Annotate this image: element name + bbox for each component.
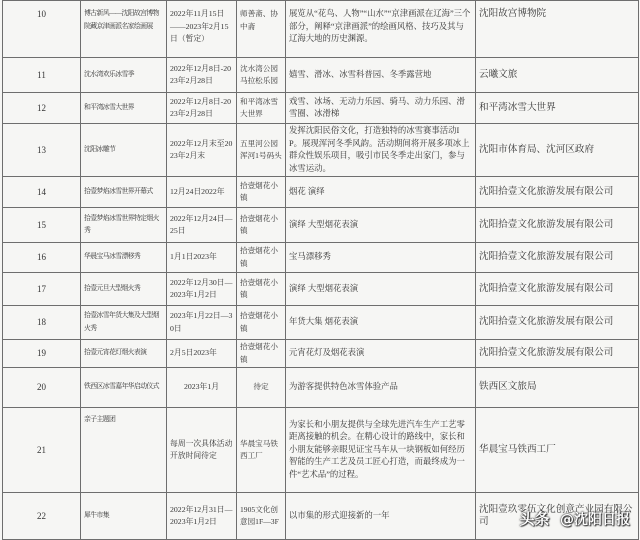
event-name: 拾壹梦焰冰雪世界开幕式 — [81, 177, 167, 208]
event-name: 和平湾冰雪大世界 — [81, 93, 167, 124]
event-name: 拾壹梦焰冰雪世界特定烟火秀 — [81, 208, 167, 243]
table-body — [3, 1, 639, 540]
row-number: 14 — [3, 177, 81, 208]
event-name: 沈阳冰雕节 — [81, 124, 167, 177]
event-location: 拾壹烟花小镇 — [237, 177, 286, 208]
event-content: 以市集的形式迎接新的一年 — [286, 493, 476, 540]
event-name: 亲子主题团 — [81, 408, 167, 493]
table-row — [3, 340, 639, 368]
row-number: 15 — [3, 208, 81, 243]
event-organizer: 沈阳拾壹文化旅游发展有限公司 — [476, 306, 639, 340]
table-row — [3, 368, 639, 408]
source-watermark — [520, 510, 630, 529]
event-location: 1905文化创意园1F—3F — [237, 493, 286, 540]
watermark-handle: @沈阳日报 — [560, 512, 630, 528]
event-time: 2022年12月24日—25日 — [167, 208, 237, 243]
event-organizer: 沈阳市体育局、沈河区政府 — [476, 124, 639, 177]
event-name: 沈水湾欢乐冰雪季 — [81, 58, 167, 93]
event-organizer: 沈阳壹玖零伍文化创意产业园有限公司 — [476, 493, 639, 540]
event-location: 待定 — [237, 368, 286, 408]
event-time: 2022年12月30日—2023年1月2日 — [167, 273, 237, 306]
event-time: 2022年12月31日—2023年1月2日 — [167, 493, 237, 540]
event-time: 12月24日2022年 — [167, 177, 237, 208]
event-organizer: 和平湾冰雪大世界 — [476, 93, 639, 124]
event-name: 博古新风——沈阳故宫博物院藏京津画派名家绘画展 — [81, 1, 167, 58]
table-row — [3, 58, 639, 93]
row-number: 10 — [3, 1, 81, 58]
event-content: 演绎 大型烟花表演 — [286, 208, 476, 243]
event-time: 1月1日2023年 — [167, 243, 237, 273]
event-content: 烟花 演绎 — [286, 177, 476, 208]
row-number: 16 — [3, 243, 81, 273]
event-location: 拾壹烟花小镇 — [237, 306, 286, 340]
event-organizer: 华晨宝马铁西工厂 — [476, 408, 639, 493]
row-number: 19 — [3, 340, 81, 368]
row-number: 22 — [3, 493, 81, 540]
row-number: 11 — [3, 58, 81, 93]
row-number: 12 — [3, 93, 81, 124]
event-time: 2022年11月15日——2023年2月15日（暂定） — [167, 1, 237, 58]
table-row — [3, 93, 639, 124]
event-content: 演绎 大型烟花表演 — [286, 273, 476, 306]
event-content: 宝马漂移秀 — [286, 243, 476, 273]
event-location: 拾壹烟花小镇 — [237, 243, 286, 273]
event-name: 拾壹冰雪年货大集及大型烟火秀 — [81, 306, 167, 340]
table-row — [3, 124, 639, 177]
event-name: 犀牛市集 — [81, 493, 167, 540]
event-schedule-sheet — [2, 0, 638, 540]
event-time: 2023年1月 — [167, 368, 237, 408]
event-content: 年货大集 烟花表演 — [286, 306, 476, 340]
event-location: 拾壹烟花小镇 — [237, 340, 286, 368]
table-row — [3, 177, 639, 208]
event-time: 2022年12月8日-2023年2月28日 — [167, 58, 237, 93]
event-organizer: 沈阳拾壹文化旅游发展有限公司 — [476, 208, 639, 243]
event-content: 元宵花灯及烟花表演 — [286, 340, 476, 368]
event-organizer: 沈阳拾壹文化旅游发展有限公司 — [476, 273, 639, 306]
table-row — [3, 408, 639, 493]
event-location: 沈水湾公园马拉松乐园 — [237, 58, 286, 93]
event-content: 嬉雪、滑冰、冰雪科普园、冬季露营地 — [286, 58, 476, 93]
event-content: 为家长和小朋友提供与全球先进汽车生产工艺零距离接触的机会。在精心设计的路线中，家长和小朋友能够亲眼见证宝马车从一块钢板如何经历智能的生产工艺及员工匠心打造，而最终成为一件“艺术品”的过程。 — [286, 408, 476, 493]
event-organizer: 沈阳拾壹文化旅游发展有限公司 — [476, 177, 639, 208]
event-content: 为游客提供特色冰雪体验产品 — [286, 368, 476, 408]
row-number: 13 — [3, 124, 81, 177]
row-number: 20 — [3, 368, 81, 408]
event-time: 2023年1月22日—30日 — [167, 306, 237, 340]
row-number: 18 — [3, 306, 81, 340]
row-number: 21 — [3, 408, 81, 493]
event-content: 发挥沈阳民俗文化，打造独特的冰雪赛事活动IP。展现浑河冬季风韵。活动期间将开展多项冰上群众性娱乐项目，吸引市民冬季走出家门，参与冰雪运动。 — [286, 124, 476, 177]
table-row — [3, 273, 639, 306]
event-organizer: 沈阳故宫博物院 — [476, 1, 639, 58]
event-name: 华晨宝马冰雪漂移秀 — [81, 243, 167, 273]
event-name: 拾壹元旦大型烟火秀 — [81, 273, 167, 306]
event-location: 师善斋、协中斋 — [237, 1, 286, 58]
event-organizer: 沈阳拾壹文化旅游发展有限公司 — [476, 243, 639, 273]
table-row — [3, 1, 639, 58]
event-time: 每周一次具体活动开放时间待定 — [167, 408, 237, 493]
event-time: 2月5日2023年 — [167, 340, 237, 368]
event-location: 和平湾冰雪大世界 — [237, 93, 286, 124]
table-row — [3, 306, 639, 340]
table-row — [3, 208, 639, 243]
event-schedule-table — [2, 0, 639, 540]
event-location: 拾壹烟花小镇 — [237, 208, 286, 243]
event-name: 拾壹元宵花灯烟火表演 — [81, 340, 167, 368]
event-location: 拾壹烟花小镇 — [237, 273, 286, 306]
event-name: 铁西区冰雪嘉年华启动仪式 — [81, 368, 167, 408]
event-organizer: 铁西区文旅局 — [476, 368, 639, 408]
event-content: 展览从“花鸟、人物”“山水”“京津画派在辽海”三个部分，阐释“京津画派”的绘画风格、技巧及其与辽海大地的历史渊源。 — [286, 1, 476, 58]
event-organizer: 云曦文旅 — [476, 58, 639, 93]
row-number: 17 — [3, 273, 81, 306]
toutiao-logo-text: 头条 — [519, 510, 550, 528]
event-time: 2022年12月8日-2023年2月28日 — [167, 93, 237, 124]
event-time: 2022年12月末至2023年2月末 — [167, 124, 237, 177]
table-row — [3, 243, 639, 273]
event-content: 戏雪、冰场、无动力乐园、骑马、动力乐园、滑雪圈、冰滑梯 — [286, 93, 476, 124]
event-organizer: 沈阳拾壹文化旅游发展有限公司 — [476, 340, 639, 368]
event-location: 华晨宝马铁西工厂 — [237, 408, 286, 493]
event-location: 五里河公园浑河1号码头 — [237, 124, 286, 177]
